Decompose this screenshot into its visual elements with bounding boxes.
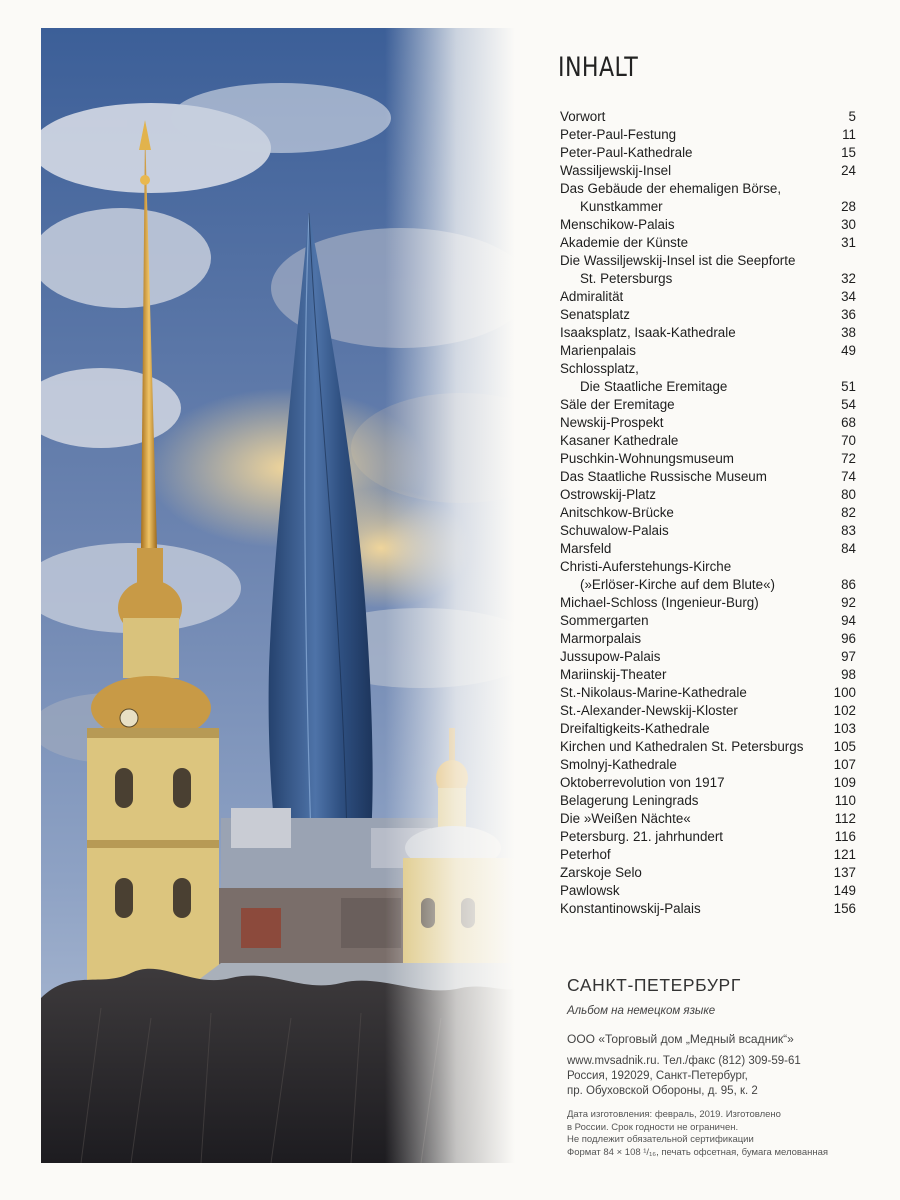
toc-entry-title: Admiralität [560,289,624,304]
toc-entry [560,900,856,918]
toc-entry-page: 28 [841,199,856,214]
toc-entry [560,720,856,738]
toc-entry-title: Marsfeld [560,541,612,556]
toc-entry-title: Kirchen und Kathedralen St. Petersburgs [560,739,804,754]
toc-entry-page: 97 [841,649,856,664]
toc-entry-title: St. Petersburgs [580,271,673,286]
toc-entry-title: Michael-Schloss (Ingenieur-Burg) [560,595,759,610]
toc-entry-title: Peterhof [560,847,611,862]
toc-entry-page: 98 [841,667,856,682]
toc-entry [560,432,856,450]
toc-entry [560,180,856,216]
toc-entry-page: 105 [833,739,856,754]
toc-entry [560,594,856,612]
toc-entry-page: 121 [833,847,856,862]
toc-entry-page: 100 [833,685,856,700]
toc-entry [560,396,856,414]
table-of-contents [560,108,856,918]
production-country: в России. Срок годности не ограничен. [567,1121,739,1133]
toc-entry-title: Das Staatliche Russische Museum [560,469,767,484]
toc-entry-title: Jussupow-Palais [560,649,661,664]
certification-note: Не подлежит обязательной сертификации [567,1134,754,1145]
toc-entry [560,324,856,342]
toc-entry-page: 68 [841,415,856,430]
toc-entry-title: Isaaksplatz, Isaak-Kathedrale [560,325,736,340]
toc-entry-title: Christi-Auferstehungs-Kirche [560,559,732,574]
toc-entry [560,342,856,360]
toc-entry-page: 83 [841,523,856,538]
toc-entry-page: 72 [841,451,856,466]
toc-entry-title: Das Gebäude der ehemaligen Börse, [560,181,782,196]
toc-entry [560,216,856,234]
toc-entry [560,810,856,828]
toc-entry-title: St.-Alexander-Newskij-Kloster [560,703,738,718]
publisher-website-phone: www.mvsadnik.ru. Тел./факс (812) 309-59-61 [567,1055,801,1067]
toc-entry [560,306,856,324]
toc-entry [560,882,856,900]
toc-entry [560,486,856,504]
toc-entry-title: Die Wassiljewskij-Insel ist die Seepforte [560,253,796,268]
toc-entry-title: Schlossplatz, [560,361,639,376]
toc-entry [560,612,856,630]
toc-entry-title: Pawlowsk [560,883,620,898]
toc-entry-title: Kasaner Kathedrale [560,433,679,448]
toc-entry-page: 38 [841,325,856,340]
toc-entry-title: Belagerung Leningrads [560,793,699,808]
imprint [567,975,867,1159]
toc-entry-page: 32 [841,271,856,286]
toc-entry-page: 116 [834,829,856,844]
toc-entry [560,126,856,144]
toc-entry-title: Die »Weißen Nächte« [560,811,691,826]
toc-entry [560,162,856,180]
cover-photo [41,28,515,1163]
production-date: Дата изготовления: февраль, 2019. Изготовлено [567,1109,781,1120]
toc-entry [560,702,856,720]
toc-entry [560,648,856,666]
toc-entry-title: Peter-Paul-Kathedrale [560,145,693,160]
toc-entry [560,414,856,432]
toc-entry-page: 5 [848,109,856,124]
toc-entry-title: Peter-Paul-Festung [560,127,677,142]
toc-entry [560,360,856,396]
toc-entry [560,144,856,162]
toc-entry [560,522,856,540]
toc-entry [560,828,856,846]
toc-entry-title: Petersburg. 21. jahrhundert [560,829,724,844]
toc-entry-page: 137 [833,865,856,880]
toc-entry-title: Senatsplatz [560,307,630,322]
toc-entry-title: Dreifaltigkeits-Kathedrale [560,721,710,736]
toc-entry-page: 107 [833,757,856,772]
toc-entry-page: 96 [841,631,856,646]
toc-entry-title: Sommergarten [560,613,649,628]
toc-entry-title: Puschkin-Wohnungsmuseum [560,451,734,466]
toc-entry-title: Wassiljewskij-Insel [560,163,672,178]
toc-entry-page: 149 [833,883,856,898]
toc-entry [560,558,856,594]
contents-title: INHALT [558,52,639,83]
toc-entry [560,108,856,126]
toc-entry-title: Akademie der Künste [560,235,689,250]
publisher-name: ООО «Торговый дом „Медный всадник“» [567,1032,794,1046]
toc-entry-title: Säle der Eremitage [560,397,675,412]
toc-entry-title: Smolnyj-Kathedrale [560,757,677,772]
toc-entry [560,792,856,810]
toc-entry [560,630,856,648]
toc-entry-title: Anitschkow-Brücke [560,505,674,520]
toc-entry-title: Newskij-Prospekt [560,415,664,430]
toc-entry-page: 30 [841,217,856,232]
publisher-address-line-1: Россия, 192029, Санкт-Петербург, [567,1070,748,1082]
toc-entry-page: 156 [833,901,856,916]
toc-entry-page: 84 [841,541,856,556]
toc-entry [560,450,856,468]
toc-entry [560,666,856,684]
toc-entry-page: 92 [841,595,856,610]
toc-entry [560,234,856,252]
toc-entry-page: 103 [833,721,856,736]
toc-entry-page: 110 [834,793,856,808]
toc-entry-title: Zarskoje Selo [560,865,642,880]
toc-entry-title: Schuwalow-Palais [560,523,669,538]
toc-entry-title: Menschikow-Palais [560,217,675,232]
toc-entry-title: (»Erlöser-Kirche auf dem Blute«) [580,577,775,592]
toc-entry-page: 112 [834,811,856,826]
toc-entry-page: 31 [841,235,856,250]
toc-entry-page: 24 [841,163,856,178]
toc-entry-page: 94 [841,613,856,628]
toc-entry-title: Mariinskij-Theater [560,667,667,682]
toc-entry [560,468,856,486]
toc-entry [560,738,856,756]
toc-entry-page: 86 [841,577,856,592]
toc-entry [560,756,856,774]
toc-entry [560,288,856,306]
toc-entry [560,864,856,882]
toc-entry-title: Vorwort [560,109,606,124]
toc-entry-page: 51 [841,379,856,394]
toc-entry [560,504,856,522]
toc-entry [560,846,856,864]
toc-entry-page: 34 [841,289,856,304]
toc-entry-page: 11 [842,127,856,142]
format-note: Формат 84 × 108 ¹/₁₆, печать офсетная, бумага мелованная [567,1146,829,1158]
toc-entry-title: Kunstkammer [580,199,663,214]
toc-entry-title: Ostrowskij-Platz [560,487,656,502]
toc-entry-page: 15 [841,145,856,160]
toc-entry-page: 102 [833,703,856,718]
imprint-title: САНКТ-ПЕТЕРБУРГ [567,975,741,995]
toc-entry-page: 49 [841,343,856,358]
toc-entry-page: 54 [841,397,856,412]
toc-entry-page: 74 [841,469,856,484]
imprint-subtitle: Альбом на немецком языке [567,1005,716,1017]
toc-entry-title: Oktoberrevolution von 1917 [560,775,725,790]
toc-entry-title: Die Staatliche Eremitage [580,379,728,394]
toc-entry-title: St.-Nikolaus-Marine-Kathedrale [560,685,747,700]
toc-entry-title: Konstantinowskij-Palais [560,901,701,916]
toc-entry [560,774,856,792]
toc-entry [560,252,856,288]
toc-entry-page: 36 [841,307,856,322]
toc-entry [560,540,856,558]
toc-entry-page: 80 [841,487,856,502]
toc-entry-page: 109 [833,775,856,790]
toc-entry-page: 70 [841,433,856,448]
publisher-address-line-2: пр. Обуховской Обороны, д. 95, к. 2 [567,1085,758,1097]
toc-entry-title: Marmorpalais [560,631,642,646]
toc-entry-title: Marienpalais [560,343,636,358]
toc-entry [560,684,856,702]
toc-entry-page: 82 [841,505,856,520]
